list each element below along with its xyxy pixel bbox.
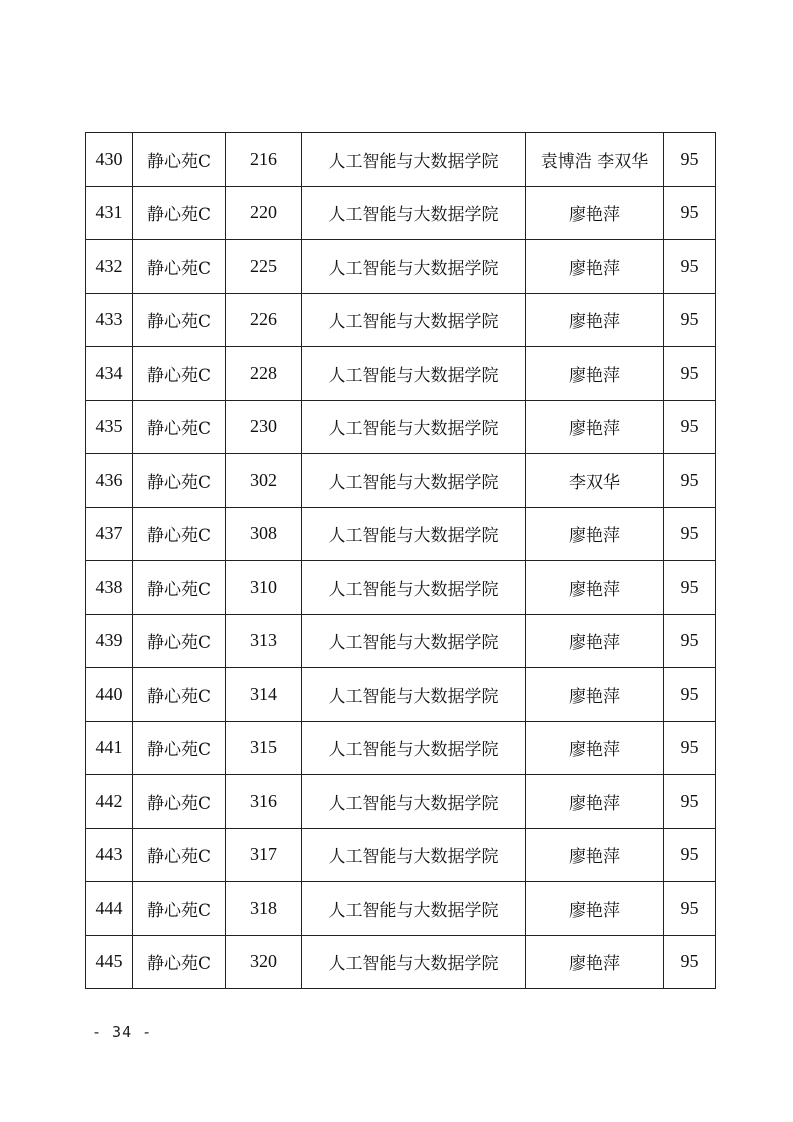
dormitory-score-table-container <box>85 132 715 989</box>
cell-score: 95 <box>664 882 716 936</box>
cell-college: 人工智能与大数据学院 <box>302 454 526 508</box>
cell-building: 静心苑C <box>133 133 226 187</box>
cell-building: 静心苑C <box>133 882 226 936</box>
cell-college: 人工智能与大数据学院 <box>302 186 526 240</box>
cell-inspector: 廖艳萍 <box>526 668 664 722</box>
cell-building: 静心苑C <box>133 668 226 722</box>
cell-score: 95 <box>664 561 716 615</box>
cell-room-number: 313 <box>226 614 302 668</box>
cell-inspector: 廖艳萍 <box>526 400 664 454</box>
cell-score: 95 <box>664 828 716 882</box>
cell-building: 静心苑C <box>133 293 226 347</box>
page-number: - 34 - <box>92 1023 153 1041</box>
cell-room-number: 308 <box>226 507 302 561</box>
cell-score: 95 <box>664 614 716 668</box>
cell-college: 人工智能与大数据学院 <box>302 347 526 401</box>
cell-row-number: 436 <box>86 454 133 508</box>
cell-score: 95 <box>664 775 716 829</box>
cell-row-number: 440 <box>86 668 133 722</box>
cell-room-number: 320 <box>226 935 302 989</box>
cell-room-number: 216 <box>226 133 302 187</box>
cell-room-number: 230 <box>226 400 302 454</box>
table-row <box>86 454 716 508</box>
cell-room-number: 315 <box>226 721 302 775</box>
cell-room-number: 226 <box>226 293 302 347</box>
table-row <box>86 668 716 722</box>
cell-inspector: 李双华 <box>526 454 664 508</box>
cell-inspector: 廖艳萍 <box>526 293 664 347</box>
cell-room-number: 220 <box>226 186 302 240</box>
table-body <box>86 133 716 989</box>
table-row <box>86 186 716 240</box>
cell-room-number: 316 <box>226 775 302 829</box>
cell-inspector: 袁博浩 李双华 <box>526 133 664 187</box>
cell-row-number: 438 <box>86 561 133 615</box>
cell-row-number: 444 <box>86 882 133 936</box>
cell-inspector: 廖艳萍 <box>526 935 664 989</box>
cell-room-number: 317 <box>226 828 302 882</box>
cell-college: 人工智能与大数据学院 <box>302 614 526 668</box>
cell-college: 人工智能与大数据学院 <box>302 240 526 294</box>
cell-score: 95 <box>664 721 716 775</box>
cell-building: 静心苑C <box>133 507 226 561</box>
table-row <box>86 828 716 882</box>
cell-inspector: 廖艳萍 <box>526 614 664 668</box>
cell-building: 静心苑C <box>133 186 226 240</box>
cell-college: 人工智能与大数据学院 <box>302 400 526 454</box>
cell-building: 静心苑C <box>133 400 226 454</box>
cell-row-number: 443 <box>86 828 133 882</box>
table-row <box>86 293 716 347</box>
cell-inspector: 廖艳萍 <box>526 240 664 294</box>
cell-room-number: 302 <box>226 454 302 508</box>
cell-score: 95 <box>664 668 716 722</box>
cell-inspector: 廖艳萍 <box>526 561 664 615</box>
cell-score: 95 <box>664 293 716 347</box>
cell-score: 95 <box>664 186 716 240</box>
cell-building: 静心苑C <box>133 721 226 775</box>
cell-row-number: 441 <box>86 721 133 775</box>
table-row <box>86 935 716 989</box>
cell-score: 95 <box>664 347 716 401</box>
cell-inspector: 廖艳萍 <box>526 882 664 936</box>
cell-score: 95 <box>664 133 716 187</box>
cell-college: 人工智能与大数据学院 <box>302 561 526 615</box>
cell-inspector: 廖艳萍 <box>526 507 664 561</box>
cell-inspector: 廖艳萍 <box>526 828 664 882</box>
table-row <box>86 775 716 829</box>
cell-row-number: 437 <box>86 507 133 561</box>
cell-row-number: 433 <box>86 293 133 347</box>
table-row <box>86 507 716 561</box>
table-row <box>86 400 716 454</box>
cell-college: 人工智能与大数据学院 <box>302 721 526 775</box>
cell-college: 人工智能与大数据学院 <box>302 668 526 722</box>
cell-college: 人工智能与大数据学院 <box>302 507 526 561</box>
cell-building: 静心苑C <box>133 935 226 989</box>
cell-college: 人工智能与大数据学院 <box>302 293 526 347</box>
cell-building: 静心苑C <box>133 614 226 668</box>
cell-inspector: 廖艳萍 <box>526 347 664 401</box>
table-row <box>86 882 716 936</box>
cell-building: 静心苑C <box>133 240 226 294</box>
cell-building: 静心苑C <box>133 561 226 615</box>
cell-score: 95 <box>664 454 716 508</box>
cell-room-number: 228 <box>226 347 302 401</box>
cell-college: 人工智能与大数据学院 <box>302 133 526 187</box>
cell-score: 95 <box>664 240 716 294</box>
cell-college: 人工智能与大数据学院 <box>302 935 526 989</box>
table-row <box>86 133 716 187</box>
cell-college: 人工智能与大数据学院 <box>302 828 526 882</box>
cell-room-number: 314 <box>226 668 302 722</box>
cell-inspector: 廖艳萍 <box>526 775 664 829</box>
cell-building: 静心苑C <box>133 454 226 508</box>
cell-row-number: 434 <box>86 347 133 401</box>
table-row <box>86 614 716 668</box>
cell-score: 95 <box>664 400 716 454</box>
cell-score: 95 <box>664 507 716 561</box>
cell-college: 人工智能与大数据学院 <box>302 775 526 829</box>
table-row <box>86 721 716 775</box>
cell-room-number: 225 <box>226 240 302 294</box>
dormitory-score-table <box>85 132 716 989</box>
cell-row-number: 439 <box>86 614 133 668</box>
cell-room-number: 318 <box>226 882 302 936</box>
table-row <box>86 240 716 294</box>
cell-row-number: 435 <box>86 400 133 454</box>
table-row <box>86 561 716 615</box>
cell-college: 人工智能与大数据学院 <box>302 882 526 936</box>
table-row <box>86 347 716 401</box>
cell-inspector: 廖艳萍 <box>526 186 664 240</box>
cell-building: 静心苑C <box>133 775 226 829</box>
cell-row-number: 432 <box>86 240 133 294</box>
cell-row-number: 431 <box>86 186 133 240</box>
cell-building: 静心苑C <box>133 347 226 401</box>
cell-row-number: 430 <box>86 133 133 187</box>
cell-inspector: 廖艳萍 <box>526 721 664 775</box>
cell-building: 静心苑C <box>133 828 226 882</box>
cell-row-number: 445 <box>86 935 133 989</box>
cell-row-number: 442 <box>86 775 133 829</box>
cell-score: 95 <box>664 935 716 989</box>
cell-room-number: 310 <box>226 561 302 615</box>
